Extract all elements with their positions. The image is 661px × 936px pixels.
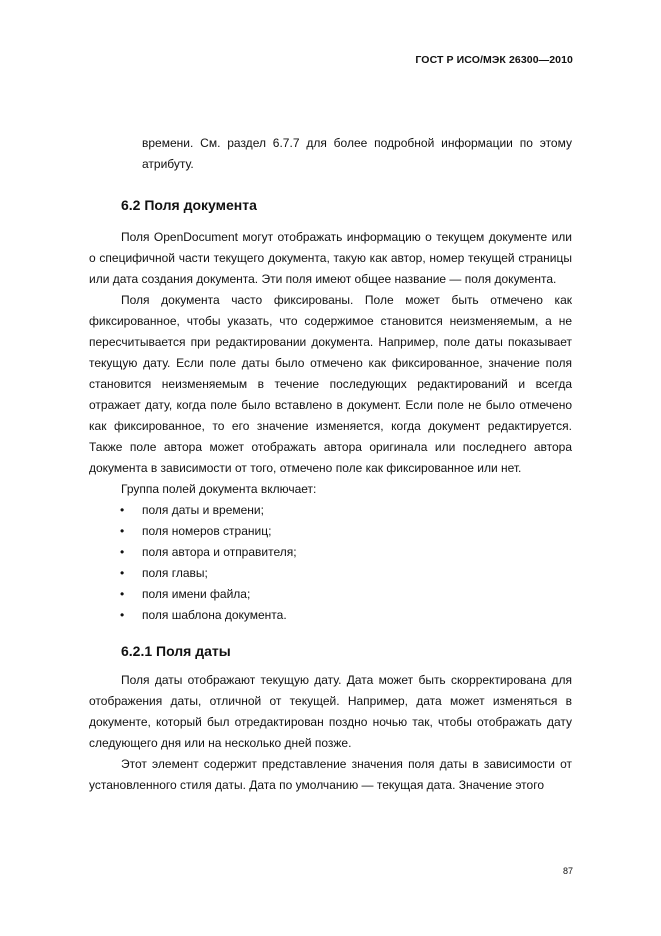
bullet-icon: • (120, 524, 125, 538)
bullet-icon: • (120, 608, 125, 622)
field-group-list (89, 500, 572, 626)
list-item: • поля даты и времени; (89, 500, 572, 521)
bullet-icon: • (120, 545, 125, 559)
page-number: 87 (563, 866, 574, 876)
bullet-icon: • (120, 566, 125, 580)
subsection-paragraph-1: Поля даты отображают текущую дату. Дата может быть скорректирована для отображения даты, отличной от текущей. Например, дата может изменяться в документе, который был отредактирован поздно ночью так, чтобы отображать дату следующего дня или на несколько дней позже. (89, 673, 572, 750)
list-item: • поля номеров страниц; (89, 521, 572, 542)
intro-continuation-paragraph: времени. См. раздел 6.7.7 для более подробной информации по этому атрибуту. (142, 136, 572, 171)
bullet-icon: • (120, 503, 125, 517)
subsection-heading: 6.2.1 Поля даты (121, 643, 231, 659)
list-item: • поля главы; (89, 563, 572, 584)
section-paragraph-3: Группа полей документа включает: (121, 482, 317, 496)
section-heading: 6.2 Поля документа (121, 197, 257, 213)
bullet-icon: • (120, 587, 125, 601)
list-item: • поля автора и отправителя; (89, 542, 572, 563)
page-content (89, 133, 572, 796)
section-paragraph-2: Поля документа часто фиксированы. Поле может быть отмечено как фиксированное, чтобы указать, что содержимое становится неизменяемым, а не пересчитывается при редактировании документа. Например, поле даты показывает текущую дату. Если поле даты было отмечено как фиксированное, значение поля становится неизменяемым в течение последующих редактирований и всегда отражает дату, когда поле было вставлено в документ. Если поле не было отмечено как фиксированное, то его значение изменяется, когда документ редактируется. Также поле автора может отображать автора оригинала или последнего автора документа в зависимости от того, отмечено поле как фиксированное или нет. (89, 293, 572, 475)
standard-header: ГОСТ Р ИСО/МЭК 26300—2010 (415, 54, 573, 66)
list-item: • поля имени файла; (89, 584, 572, 605)
section-paragraph-1: Поля OpenDocument могут отображать информацию о текущем документе или о специфичной части текущего документа, такую как автор, номер текущей страницы или дата создания документа. Эти поля имеют общее название — поля документа. (89, 230, 572, 286)
subsection-paragraph-2: Этот элемент содержит представление значения поля даты в зависимости от установленного стиля даты. Дата по умолчанию — текущая дата. Значение этого (89, 757, 572, 792)
list-item: • поля шаблона документа. (89, 605, 572, 626)
